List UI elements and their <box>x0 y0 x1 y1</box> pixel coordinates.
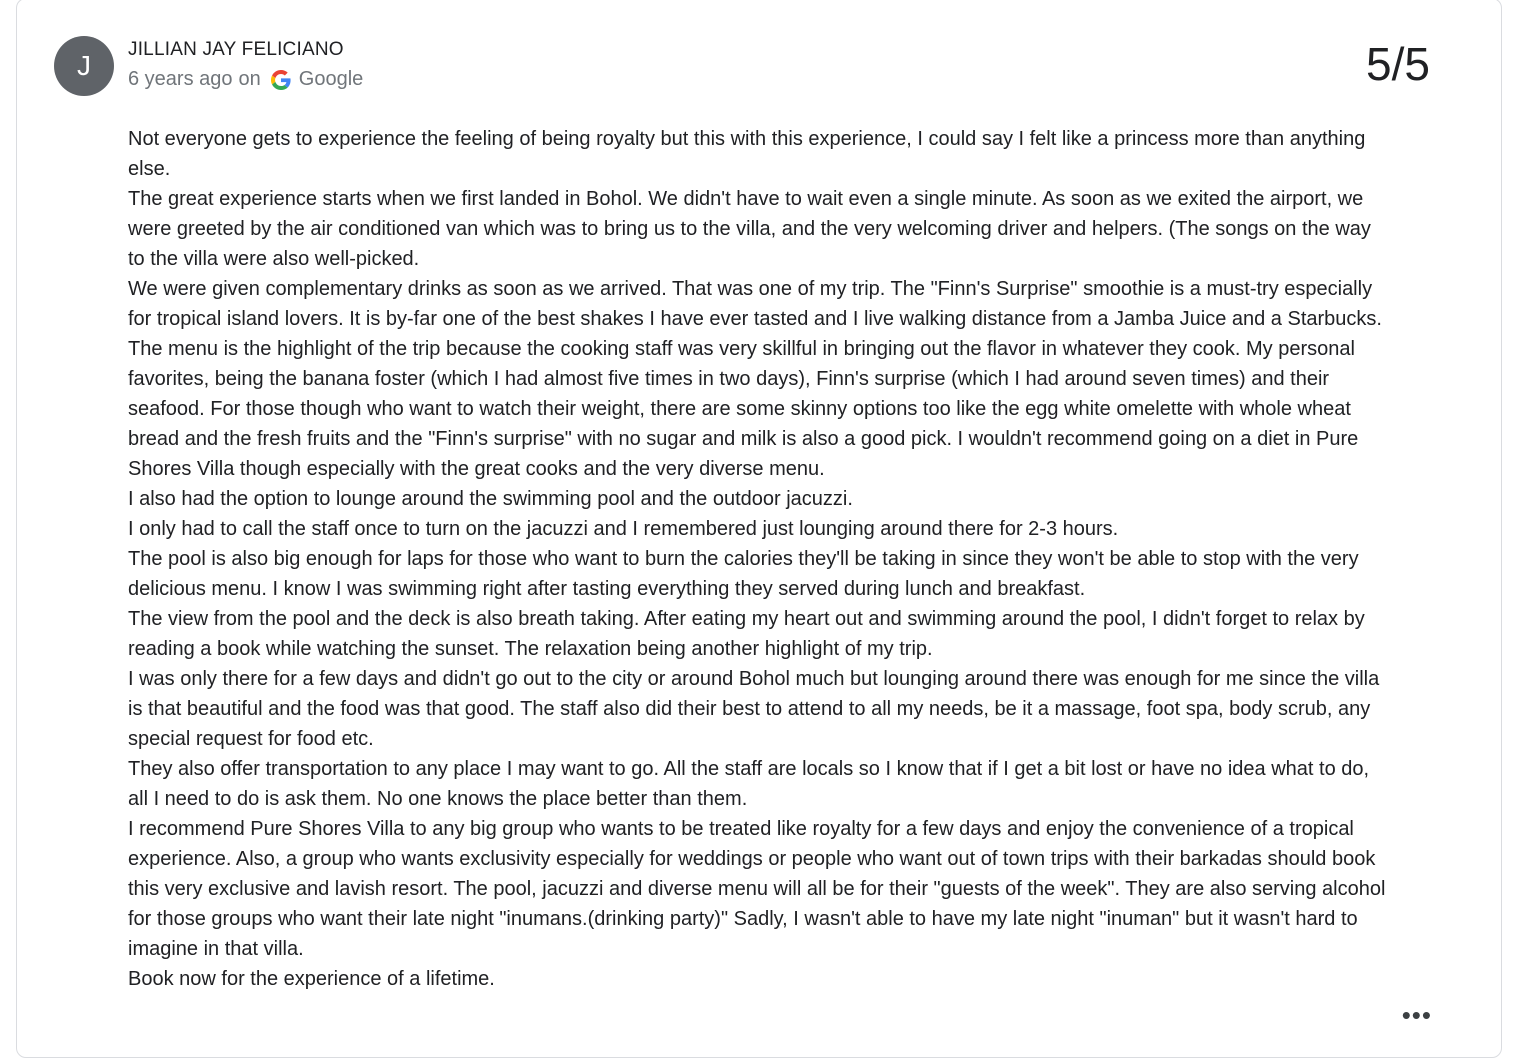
review-paragraph: The great experience starts when we first landed in Bohol. We didn't have to wait even a single minute. As soon as we exited the airport, we were greeted by the air conditioned van which was to bring us to the villa, and the very welcoming driver and helpers. (The songs on the way to the villa were also well-picked. <box>128 188 1371 270</box>
avatar[interactable]: J <box>54 36 114 96</box>
review-meta <box>128 68 363 91</box>
review-paragraph: I recommend Pure Shores Villa to any big group who wants to be treated like royalty for a few days and enjoy the convenience of a tropical experience. Also, a group who wants exclusivity especially for weddings or people who want out of town trips with their barkadas should book this very exclusive and lavish resort. The pool, jacuzzi and diverse menu will all be for their "guests of the week". They are also serving alcohol for those groups who want their late night "inumans.(drinking party)" Sadly, I wasn't able to have my late night "inuman" but it wasn't hard to imagine in that villa. <box>128 818 1386 960</box>
review-paragraph: Not everyone gets to experience the feeling of being royalty but this with this experience, I could say I felt like a princess more than anything else. <box>128 128 1366 180</box>
more-options-button[interactable]: ••• <box>1401 1000 1432 1030</box>
review-paragraph: The menu is the highlight of the trip because the cooking staff was very skillful in bringing out the flavor in whatever they cook. My personal favorites, being the banana foster (which I had almost five times in two days), Finn's surprise (which I had around seven times) and their seafood. For those though who want to watch their weight, there are some skinny options too like the egg white omelette with whole wheat bread and the fresh fruits and the "Finn's surprise" with no sugar and milk is also a good pick. I wouldn't recommend going on a diet in Pure Shores Villa though especially with the great cooks and the very diverse menu. <box>128 338 1359 480</box>
review-paragraph: Book now for the experience of a lifetime. <box>128 968 495 990</box>
review-paragraph: The view from the pool and the deck is also breath taking. After eating my heart out and swimming around the pool, I didn't forget to relax by reading a book while watching the sunset. The relaxation being another highlight of my trip. <box>128 608 1365 660</box>
review-text <box>128 124 1390 994</box>
review-paragraph: I was only there for a few days and didn't go out to the city or around Bohol much but lounging around there was enough for me since the villa is that beautiful and the food was that good. The staff also did their best to attend to all my needs, be it a massage, foot spa, body scrub, any special request for food etc. <box>128 668 1380 750</box>
google-g-icon <box>271 70 291 90</box>
review-paragraph: The pool is also big enough for laps for those who want to burn the calories they'll be taking in since they won't be able to stop with the very delicious menu. I know I was swimming right after tasting everything they served during lunch and breakfast. <box>128 548 1359 600</box>
review-score: 5/5 <box>1366 38 1430 90</box>
review-on-label: on <box>238 68 261 90</box>
review-time: 6 years ago <box>128 68 233 90</box>
review-paragraph: They also offer transportation to any place I may want to go. All the staff are locals so I know that if I get a bit lost or have no idea what to do, all I need to do is ask them. No one knows the place better than them. <box>128 758 1370 810</box>
review-paragraph: I only had to call the staff once to turn on the jacuzzi and I remembered just lounging around there for 2-3 hours. <box>128 518 1119 540</box>
review-paragraph: I also had the option to lounge around the swimming pool and the outdoor jacuzzi. <box>128 488 853 510</box>
review-source[interactable]: Google <box>298 68 364 90</box>
review-card <box>16 0 1502 1058</box>
reviewer-name[interactable]: JILLIAN JAY FELICIANO <box>128 39 344 60</box>
review-paragraph: We were given complementary drinks as soon as we arrived. That was one of my trip. The "Finn's Surprise" smoothie is a must-try especially for tropical island lovers. It is by-far one of the best shakes I have ever tasted and I live walking distance from a Jamba Juice and a Starbucks. <box>128 278 1382 330</box>
